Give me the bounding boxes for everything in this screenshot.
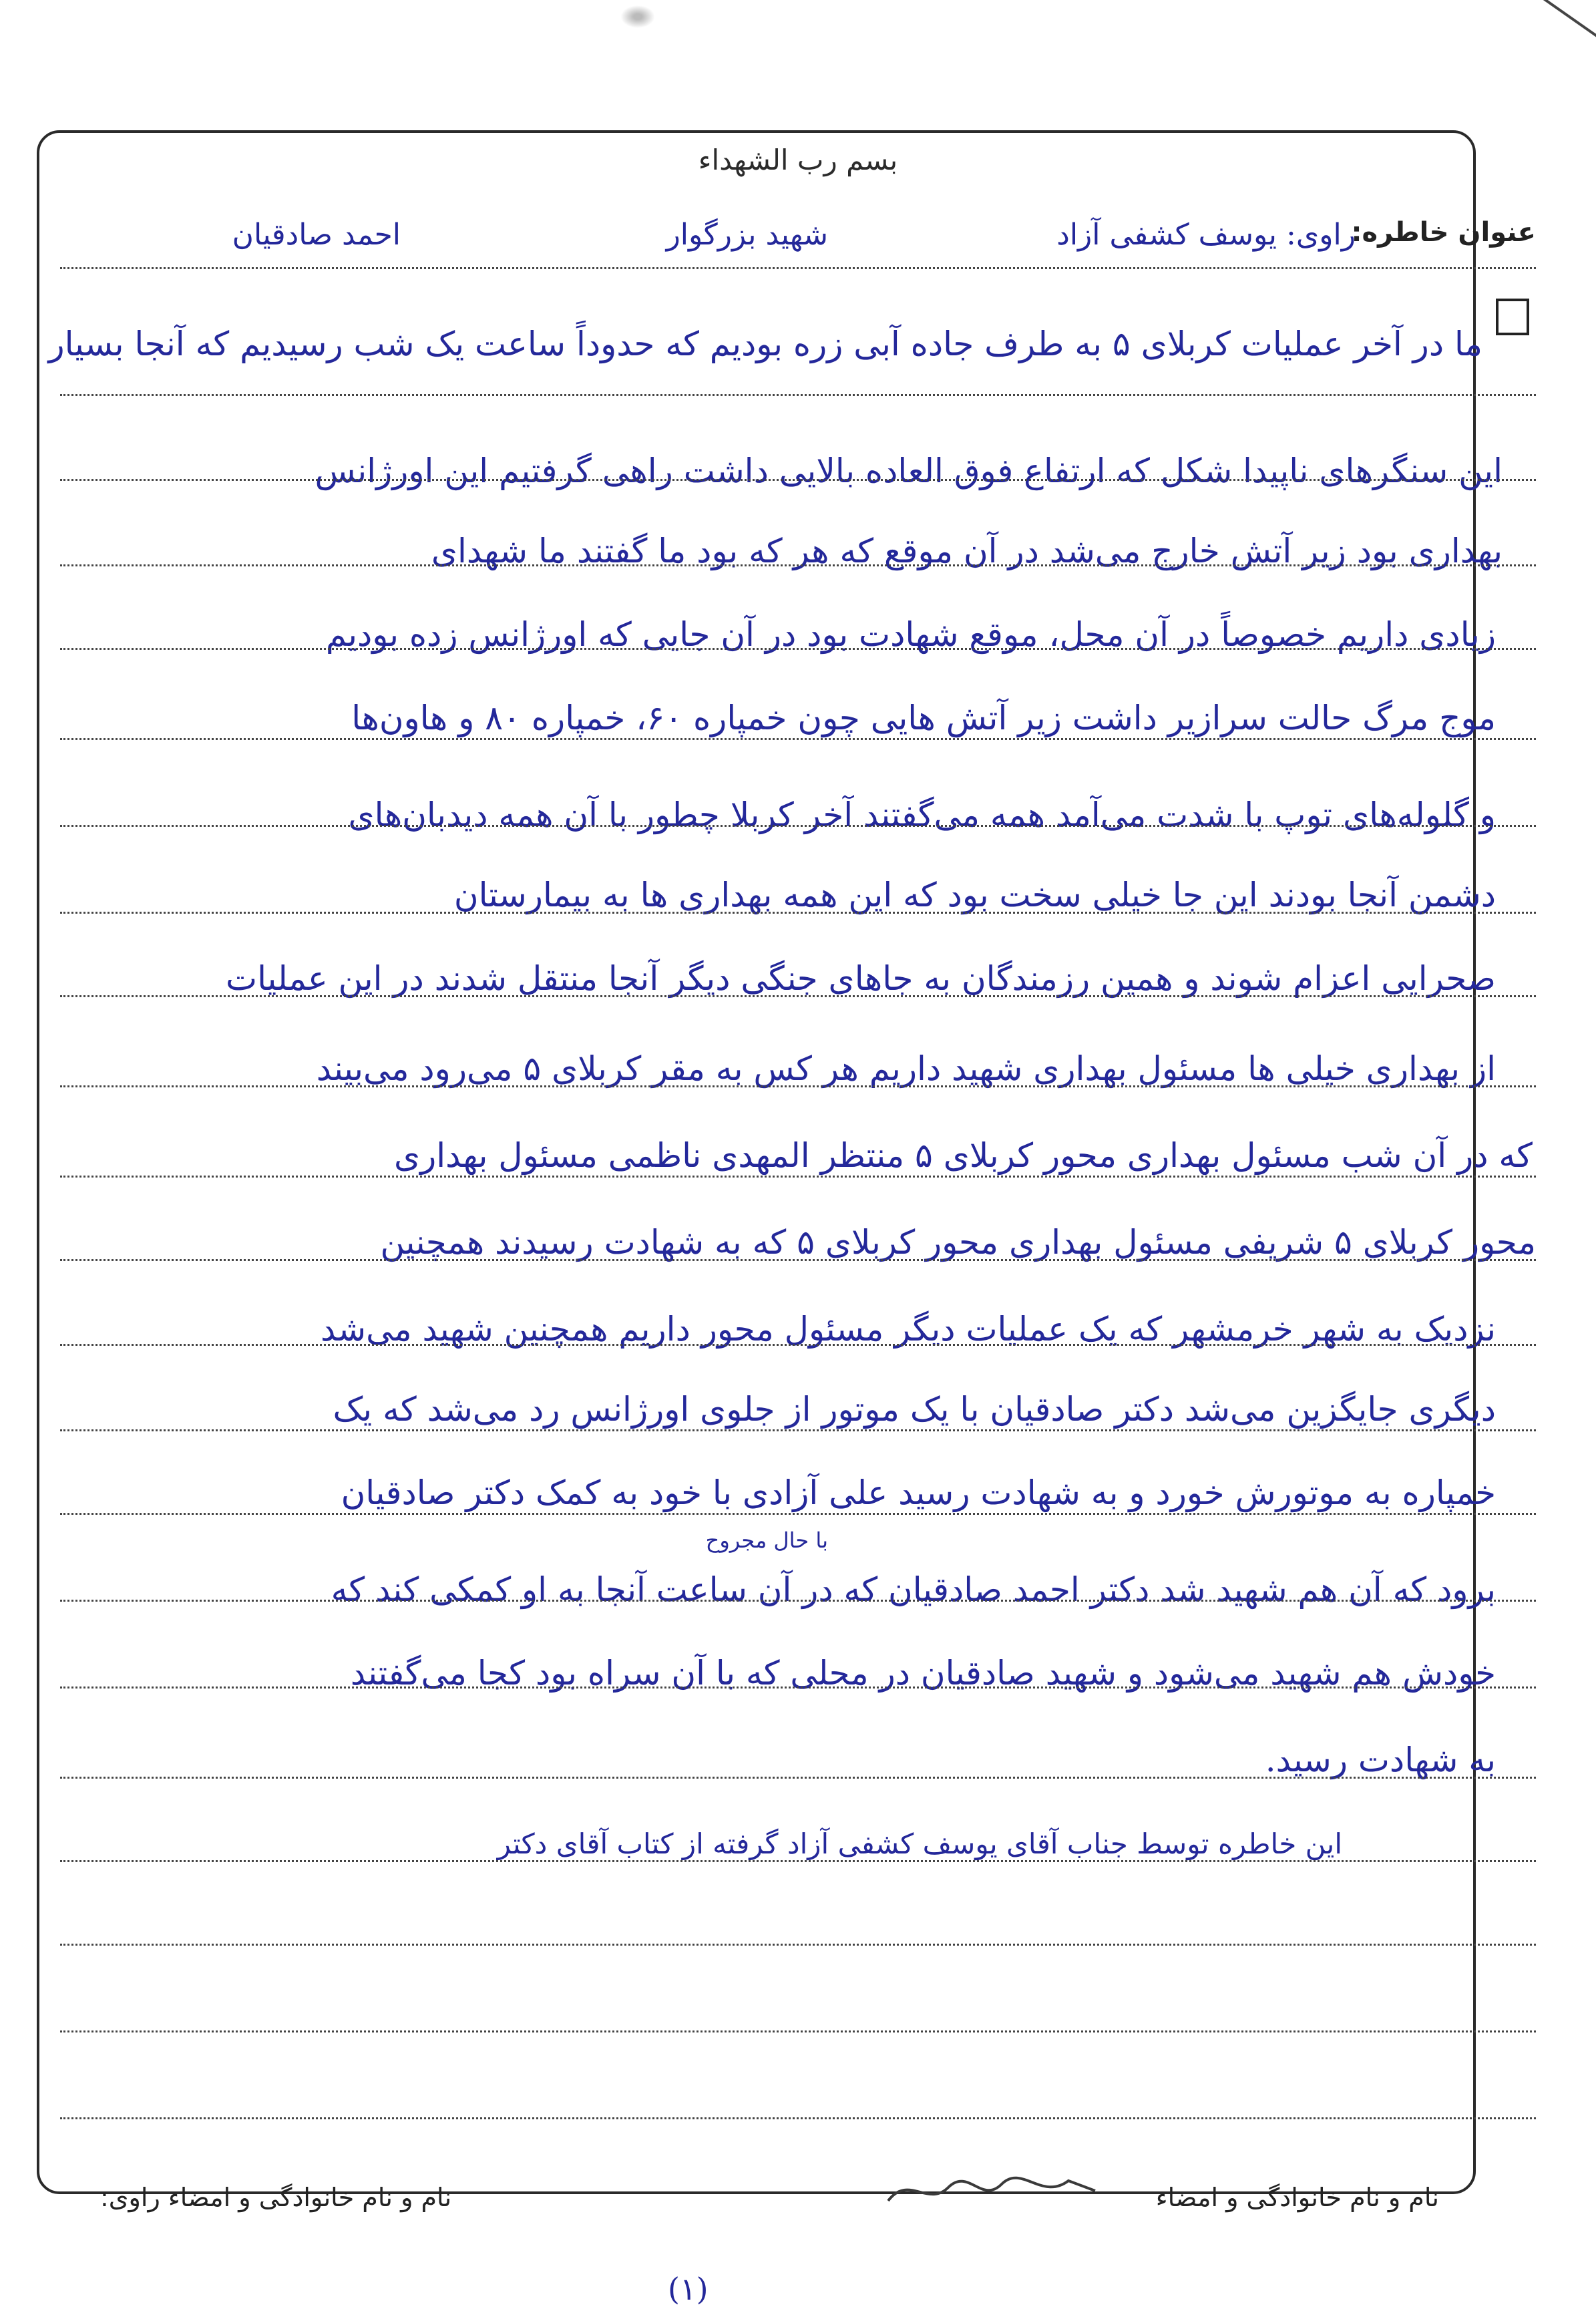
footer-label-left: نام و نام خانوادگی و امضاء راوی: bbox=[100, 2183, 452, 2212]
dotted-rule bbox=[60, 1944, 1536, 1946]
scan-corner-line bbox=[1543, 0, 1596, 45]
dotted-rule bbox=[60, 912, 1536, 914]
dotted-rule bbox=[60, 1600, 1536, 1602]
narrator-text: راوی: یوسف کشفی آزاد bbox=[1056, 218, 1356, 252]
body-line: از بهداری خیلی ها مسئول بهداری شهید داریم هر کس به مقر کربلای ۵ می‌رود می‌بیند bbox=[316, 1049, 1496, 1088]
body-line: ما در آخر عملیات کربلای ۵ به طرف جاده آبی زره بودیم که حدوداً ساعت یک شب رسیدیم که آنجا بسیار bbox=[48, 325, 1482, 363]
martyr-title: شهید بزرگوار bbox=[666, 218, 828, 252]
body-line: دشمن آنجا بودند این جا خیلی سخت بود که این همه بهداری ها به بیمارستان bbox=[453, 876, 1496, 914]
insertion-note: با حال مجروح bbox=[705, 1528, 828, 1553]
dotted-rule bbox=[60, 2117, 1536, 2119]
martyr-name: احمد صادقیان bbox=[232, 218, 401, 252]
body-line: محور کربلای ۵ شریفی مسئول بهداری محور کربلای ۵ که به شهادت رسیدند همچنین bbox=[380, 1223, 1536, 1262]
page-number: (۱) bbox=[668, 2271, 709, 2307]
dotted-rule bbox=[60, 648, 1536, 650]
dotted-rule bbox=[60, 564, 1536, 566]
dotted-rule bbox=[60, 1513, 1536, 1515]
body-line: موج مرگ حالت سرازیر داشت زیر آتش هایی چون خمپاره ۶۰، خمپاره ۸۰ و هاون‌ها bbox=[351, 699, 1496, 737]
subject-label: عنوان خاطره: bbox=[1351, 217, 1536, 248]
dotted-rule bbox=[60, 1176, 1536, 1178]
body-line: برود که آن هم شهید شد دکتر احمد صادقیان که در آن ساعت آنجا به او کمکی کند که bbox=[331, 1570, 1496, 1609]
dotted-rule bbox=[60, 2030, 1536, 2032]
scan-smudge-top bbox=[618, 3, 658, 30]
body-line: خمپاره به موتورش خورد و به شهادت رسید علی آزادی با خود به کمک دکتر صادقیان bbox=[341, 1473, 1496, 1512]
dotted-rule bbox=[60, 1777, 1536, 1779]
dotted-rule bbox=[60, 995, 1536, 997]
body-line: زیادی داریم خصوصاً در آن محل، موقع شهادت بود در آن جایی که اورژانس زده بودیم bbox=[325, 615, 1496, 654]
body-line: بهداری بود زیر آتش خارج می‌شد در آن موقع که هر که بود ما گفتند ما شهدای bbox=[431, 532, 1503, 570]
body-line: که در آن شب مسئول بهداری محور کربلای ۵ منتظر المهدی ناظمی مسئول بهداری bbox=[394, 1136, 1533, 1175]
dotted-rule bbox=[60, 394, 1536, 396]
body-line: این سنگرهای ناپیدا شکل که ارتفاع فوق العاده بالایی داشت راهی گرفتیم این اورژانس bbox=[315, 452, 1503, 490]
body-line: خودش هم شهید می‌شود و شهید صادقیان در محلی که با آن سراه بود کجا می‌گفتند bbox=[350, 1654, 1496, 1693]
dotted-rule bbox=[60, 1259, 1536, 1261]
body-line: دیگری جایگزین می‌شد دکتر صادقیان با یک موتور از جلوی اورژانس رد می‌شد که یک bbox=[333, 1390, 1496, 1429]
dotted-rule bbox=[60, 1860, 1536, 1862]
signature bbox=[881, 2167, 1102, 2214]
checkbox bbox=[1496, 299, 1529, 335]
dotted-rule bbox=[60, 1686, 1536, 1689]
dotted-rule bbox=[60, 1344, 1536, 1346]
dotted-rule bbox=[60, 1085, 1536, 1087]
body-line: نزدیک به شهر خرمشهر که یک عملیات دیگر مسئول محور داریم همچنین شهید می‌شد bbox=[321, 1310, 1496, 1349]
body-line: صحرایی اعزام شوند و همین رزمندگان به جاهای جنگی دیگر آنجا منتقل شدند در این عملیات bbox=[226, 959, 1496, 998]
dotted-rule bbox=[60, 479, 1536, 481]
dotted-rule bbox=[60, 825, 1536, 827]
dotted-rule bbox=[60, 1429, 1536, 1431]
dotted-rule bbox=[60, 738, 1536, 740]
body-line: و گلوله‌های توپ با شدت می‌آمد همه می‌گفتند آخر کربلا چطور با آن همه دیدبان‌های bbox=[348, 795, 1496, 834]
body-line: به شهادت رسید. bbox=[1265, 1741, 1496, 1779]
dotted-rule bbox=[60, 267, 1536, 269]
page-title: بسم رب الشهداء bbox=[698, 144, 898, 176]
footer-label-right: نام و نام خانوادگی و امضاء bbox=[1155, 2183, 1439, 2212]
closing-line: این خاطره توسط جناب آقای یوسف کشفی آزاد گرفته از کتاب آقای دکتر bbox=[497, 1827, 1342, 1860]
